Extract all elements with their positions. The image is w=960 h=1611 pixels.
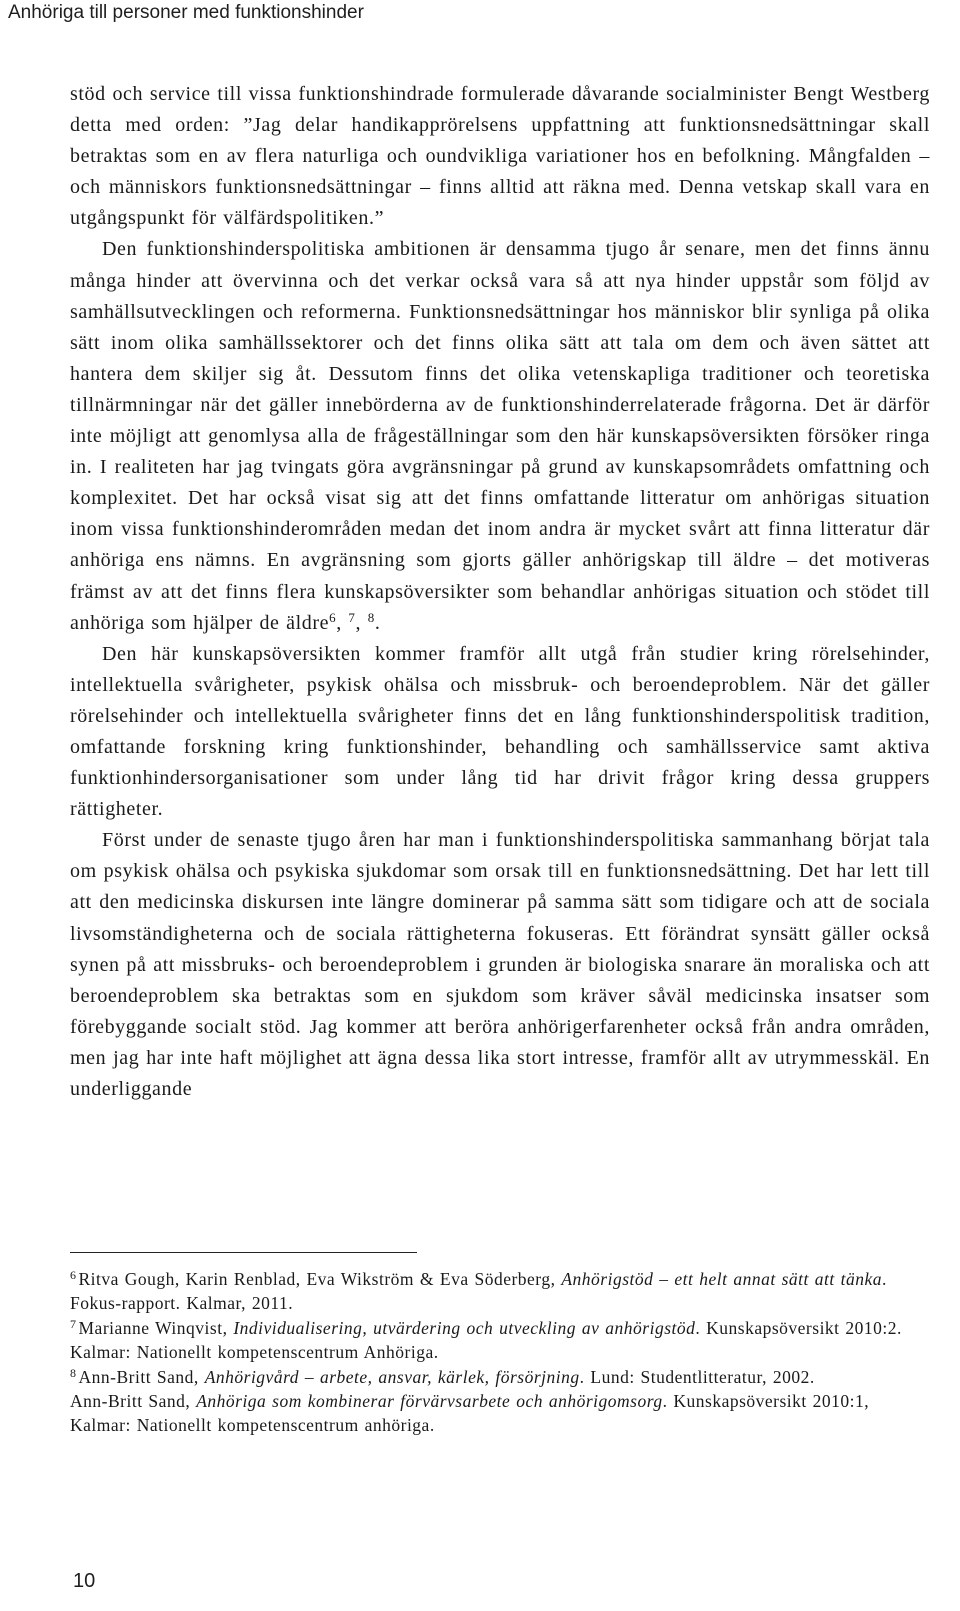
- paragraph-1-text: stöd och service till vissa funktionshindrade formulerade dåvarande socialminister Bengt Westberg detta med orden: ”Jag delar handikapprörelsens uppfattning att funktionsnedsättningar skall betraktas som en av flera naturliga och oundvikliga variationer hos en befolkning. Mångfalden – och människors funktionsnedsättningar – finns alltid att räkna med. Denna vetskap skall vara en utgångspunkt för välfärdspolitiken.”: [70, 83, 930, 230]
- footnote-8: [70, 1365, 932, 1389]
- footnote-publication: . Lund: Studentlitteratur, 2002.: [579, 1366, 815, 1387]
- paragraph-3-text: Den här kunskapsöversikten kommer framför allt utgå från studier kring rörelsehinder, intellektuella svårigheter, psykisk ohälsa och missbruk- och beroendeproblem. När det gäller rörelsehinder och intellektuella svårigheter finns det en lång funktionshinderspolitisk tradition, omfattande forskning kring funktionshinder, behandling och samhällsservice samt aktiva funktionhindersorganisationer som under lång tid har drivit frågor kring dessa gruppers rättigheter.: [70, 642, 930, 821]
- footnote-author: Ann-Britt Sand,: [78, 1366, 205, 1387]
- footnote-author: Marianne Winqvist,: [78, 1317, 234, 1338]
- footnote-ref-separator: ,: [336, 611, 349, 634]
- body-text: [70, 79, 930, 1105]
- paragraph-2-end: .: [374, 611, 381, 634]
- footnote-6: [70, 1267, 932, 1316]
- paragraph-3: [70, 639, 930, 826]
- footnote-number: 6: [70, 1268, 77, 1282]
- footnote-publication: . Kunskapsöversikt 2010:1, Kalmar: Nationellt kompetenscentrum anhöriga.: [70, 1391, 870, 1436]
- footnote-title: Individualisering, utvärdering och utveckling av anhörigstöd: [233, 1317, 696, 1338]
- page-number: 10: [73, 1570, 96, 1592]
- footnote-publication: . Fokus-rapport. Kalmar, 2011.: [70, 1269, 887, 1314]
- footnote-title: Anhöriga som kombinerar förvärvsarbete och anhörigomsorg: [196, 1391, 663, 1412]
- footnote-author: Ritva Gough, Karin Renblad, Eva Wikström & Eva Söderberg,: [78, 1269, 562, 1289]
- footnote-ref-8: 8: [367, 609, 375, 625]
- footnote-title: Anhörigstöd – ett helt annat sätt att tänka: [561, 1269, 882, 1289]
- footnote-ref-7: 7: [348, 609, 356, 625]
- paragraph-4: [70, 825, 930, 1105]
- footnote-ref-separator: ,: [355, 611, 368, 634]
- running-header: Anhöriga till personer med funktionshinder: [8, 2, 364, 23]
- footnote-7: [70, 1316, 932, 1365]
- footnote-title: Anhörigvård – arbete, ansvar, kärlek, försörjning: [204, 1366, 580, 1387]
- paragraph-2-text: Den funktionshinderspolitiska ambitionen är densamma tjugo år senare, men det finns ännu många hinder att övervinna och det verkar också vara så att nya hinder uppstår som följd av samhällsutvecklingen och reformerna. Funktionsnedsättningar hos människor blir synliga på olika sätt inom olika samhällssektorer och det finns olika sätt att tala om dem och även sättet att hantera dem skiljer sig åt. Dessutom finns det olika vetenskapliga traditioner och teoretiska tillnärmningar när det gäller innebörderna av de funktionshinderrelaterade frågorna. Det är därför inte möjligt att genomlysa alla de frågeställningar som den här kunskapsöversikten försöker ringa in. I realiteten har jag tvingats göra avgränsningar på grund av kunskapsområdets omfattning och komplexitet. Det har också visat sig att det finns omfattande litteratur om anhörigas situation inom vissa funktionshinderområden medan det inom andra är mycket svårt att finna litteratur där anhöriga ens nämns. En avgränsning som gjorts gäller anhörigskap till äldre – det motiveras främst av att det finns flera kunskapsöversikter som behandlar anhörigas situation och stödet till anhöriga som hjälper de äldre: [70, 238, 930, 634]
- footnote-ref-6: 6: [329, 609, 337, 625]
- paragraph-4-text: Först under de senaste tjugo åren har man i funktionshinderspolitiska sammanhang börjat tala om psykisk ohälsa och psykiska sjukdomar som orsak till en funktionsnedsättning. Det har lett till att den medicinska diskursen inte längre dominerar på samma sätt som tidigare och att de sociala livsomständigheterna och de sociala rättigheterna fokuseras. Ett förändrat synsätt gäller också synen på att missbruks- och beroendeproblem i grunden är biologiska snarare än moraliska och att beroendeproblem ska betraktas som en sjukdom som kräver såväl medicinska insatser som förebyggande socialt stöd. Jag kommer att beröra anhörigerfarenheter också från andra områden, men jag har inte haft möjlighet att ägna dessa lika stort intresse, framför allt av utrymmesskäl. En underliggande: [70, 829, 930, 1100]
- footnote-publication: . Kunskapsöversikt 2010:2. Kalmar: Nationellt kompetenscentrum Anhöriga.: [70, 1317, 902, 1363]
- footnote-divider: [70, 1252, 417, 1253]
- paragraph-2: [70, 234, 930, 638]
- footnote-number: 8: [70, 1365, 77, 1380]
- footnote-number: 7: [70, 1316, 77, 1331]
- paragraph-1: [70, 79, 930, 234]
- footnote-author: Ann-Britt Sand,: [70, 1391, 197, 1412]
- footnotes: [70, 1267, 932, 1438]
- footnote-8-continued: [70, 1389, 932, 1438]
